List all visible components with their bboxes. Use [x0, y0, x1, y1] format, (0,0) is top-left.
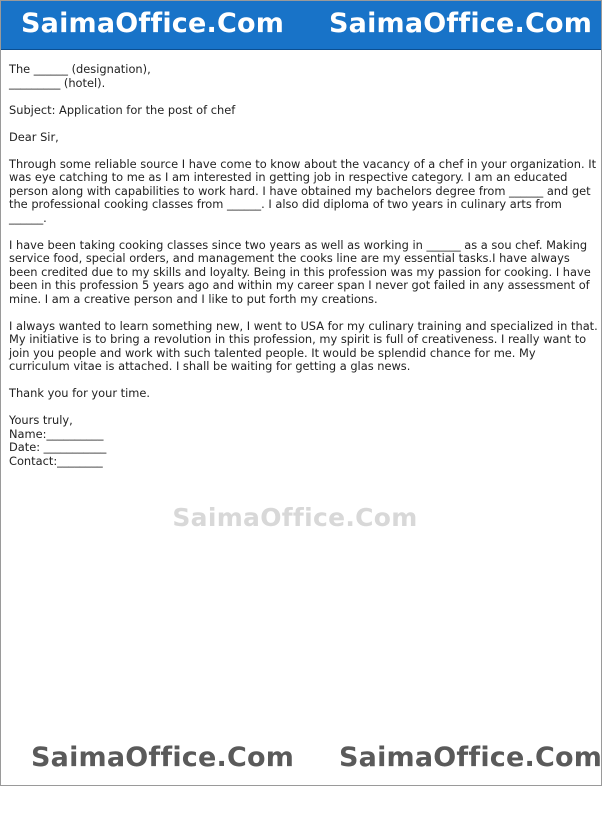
- thanks-line: Thank you for your time.: [9, 386, 151, 400]
- recipient-address: [9, 63, 599, 90]
- watermark-center: SaimaOffice.Com: [172, 503, 418, 532]
- salutation: Dear Sir,: [9, 129, 59, 144]
- header-banner: [1, 1, 601, 50]
- signature-block: [9, 414, 599, 468]
- address-line: The ______ (designation),: [9, 62, 151, 76]
- closing: Yours truly,: [9, 413, 73, 427]
- address-line: _________ (hotel).: [9, 75, 106, 90]
- paragraph: Through some reliable source I have come to know about the vacancy of a chef in your organization. It was eye catching to me as I am interested in getting job in respective category. I am an educated person along with capabilities to work hard. I have obtained my bachelors degree from ______ and get the professional cooking classes from ______. I also did diploma of two years in culinary arts from ______.: [9, 156, 597, 225]
- watermark-top-left: SaimaOffice.Com: [21, 8, 285, 39]
- watermark-bottom-left: SaimaOffice.Com: [31, 742, 295, 773]
- letter-body: [9, 63, 599, 482]
- watermark-top-right: SaimaOffice.Com: [329, 8, 593, 39]
- paragraph: I always wanted to learn something new, I went to USA for my culinary training and specialized in that. My initiative is to bring a revolution in this profession, my spirit is full of creativeness. I really want to join you people and work with such talented people. It would be splendid chance for me. My curriculum vitae is attached. I shall be waiting for getting a glas news.: [9, 318, 598, 373]
- watermark-bottom-right: SaimaOffice.Com: [339, 742, 603, 773]
- subject-line: Subject: Application for the post of chef: [9, 102, 236, 117]
- name-field: Name:__________: [9, 426, 104, 441]
- paragraph: I have been taking cooking classes since two years as well as working in ______ as a sou chef. Making service food, special orders, and management the cooks line are my essential tasks.I have always been credited due to my skills and loyalty. Being in this profession was my passion for cooking. I have been in this profession 5 years ago and within my career span I never got failed in any assessment of mine. I am a creative person and I like to put forth my creations.: [9, 237, 591, 306]
- date-field: Date: ___________: [9, 440, 107, 454]
- contact-field: Contact:________: [9, 453, 103, 468]
